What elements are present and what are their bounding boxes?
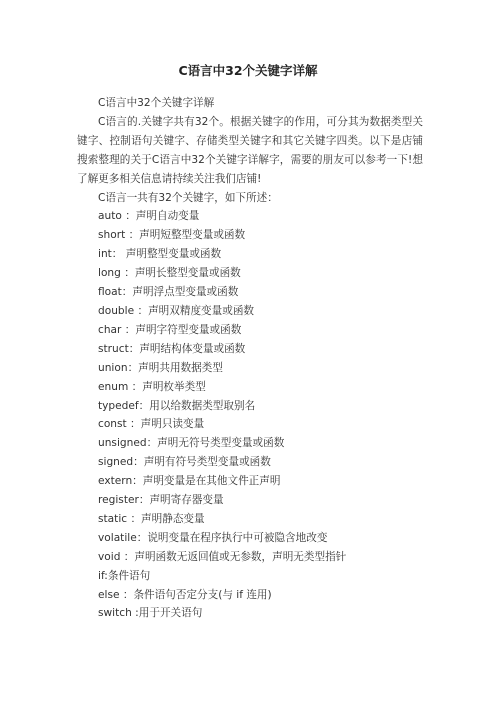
keyword-item-union: union：声明共用数据类型 xyxy=(98,361,223,374)
keyword-item-else: else ：条件语句否定分支(与 if 连用) xyxy=(98,588,272,601)
keyword-item-unsigned: unsigned：声明无符号类型变量或函数 xyxy=(98,437,285,450)
keyword-item-auto: auto ：声明自动变量 xyxy=(98,210,200,223)
keyword-item-volatile: volatile：说明变量在程序执行中可被隐含地改变 xyxy=(98,531,328,544)
keyword-list xyxy=(77,207,423,623)
keyword-item-signed: signed：声明有符号类型变量或函数 xyxy=(98,456,271,469)
document-body xyxy=(77,94,423,623)
subtitle-line: C语言中32个关键字详解 xyxy=(98,97,215,109)
keyword-item-float: float：声明浮点型变量或函数 xyxy=(98,286,239,299)
document-title: C语言中32个关键字详解 xyxy=(178,63,318,78)
keyword-item-struct: struct：声明结构体变量或函数 xyxy=(98,342,246,355)
keyword-item-int: int： 声明整型变量或函数 xyxy=(98,248,222,261)
keyword-item-enum: enum ：声明枚举类型 xyxy=(98,380,206,393)
keyword-item-switch: switch :用于开关语句 xyxy=(98,607,203,620)
keyword-item-extern: extern：声明变量是在其他文件正声明 xyxy=(98,475,281,488)
keyword-item-static: static ：声明静态变量 xyxy=(98,512,205,525)
keyword-item-short: short ：声明短整型变量或函数 xyxy=(98,229,246,242)
keyword-item-void: void ：声明函数无返回值或无参数，声明无类型指针 xyxy=(98,550,347,563)
keyword-item-typedef: typedef：用以给数据类型取别名 xyxy=(98,399,256,412)
keyword-item-register: register：声明寄存器变量 xyxy=(98,494,224,507)
keyword-item-long: long ：声明长整型变量或函数 xyxy=(98,267,241,280)
keyword-item-char: char ：声明字符型变量或函数 xyxy=(98,323,242,336)
keyword-item-const: const ：声明只读变量 xyxy=(98,418,205,431)
keyword-item-double: double ：声明双精度变量或函数 xyxy=(98,304,255,317)
keyword-item-if: if:条件语句 xyxy=(98,569,151,582)
keyword-list-heading: C语言一共有32个关键字，如下所述： xyxy=(98,191,278,204)
intro-paragraph: C语言的.关键字共有32个。根据关键字的作用，可分其为数据类型关键字、控制语句关键字、存储类型关键字和其它关键字四类。以下是店铺搜索整理的关于C语言中32个关键字详解字，需要的朋友可以参考一下!想了解更多相关信息请持续关注我们店铺! xyxy=(77,115,423,185)
